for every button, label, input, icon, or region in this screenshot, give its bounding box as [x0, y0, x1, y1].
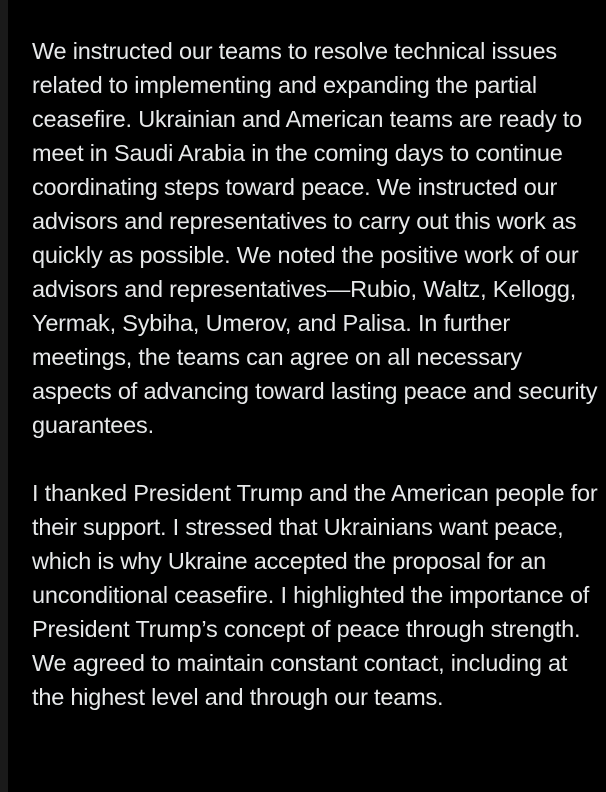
post-paragraph-2: I thanked President Trump and the American people for their support. I stressed that Ukrainians want peace, which is why Ukraine accepted the proposal for an unconditional ceasefire. I highlighted the importance of President Trump’s concept of peace through strength. We agreed to maintain constant contact, including at the highest level and through our teams. — [32, 480, 598, 710]
post-text — [32, 34, 598, 714]
post-paragraph-1: We instructed our teams to resolve technical issues related to implementing and expanding the partial ceasefire. Ukrainian and American teams are ready to meet in Saudi Arabia in the coming days to continue coordinating steps toward peace. We instructed our advisors and representatives to carry out this work as quickly as possible. We noted the positive work of our advisors and representatives—Rubio, Waltz, Kellogg, Yermak, Sybiha, Umerov, and Palisa. In further meetings, the teams can agree on all necessary aspects of advancing toward lasting peace and security guarantees. — [32, 38, 598, 438]
left-edge-divider — [0, 0, 8, 792]
